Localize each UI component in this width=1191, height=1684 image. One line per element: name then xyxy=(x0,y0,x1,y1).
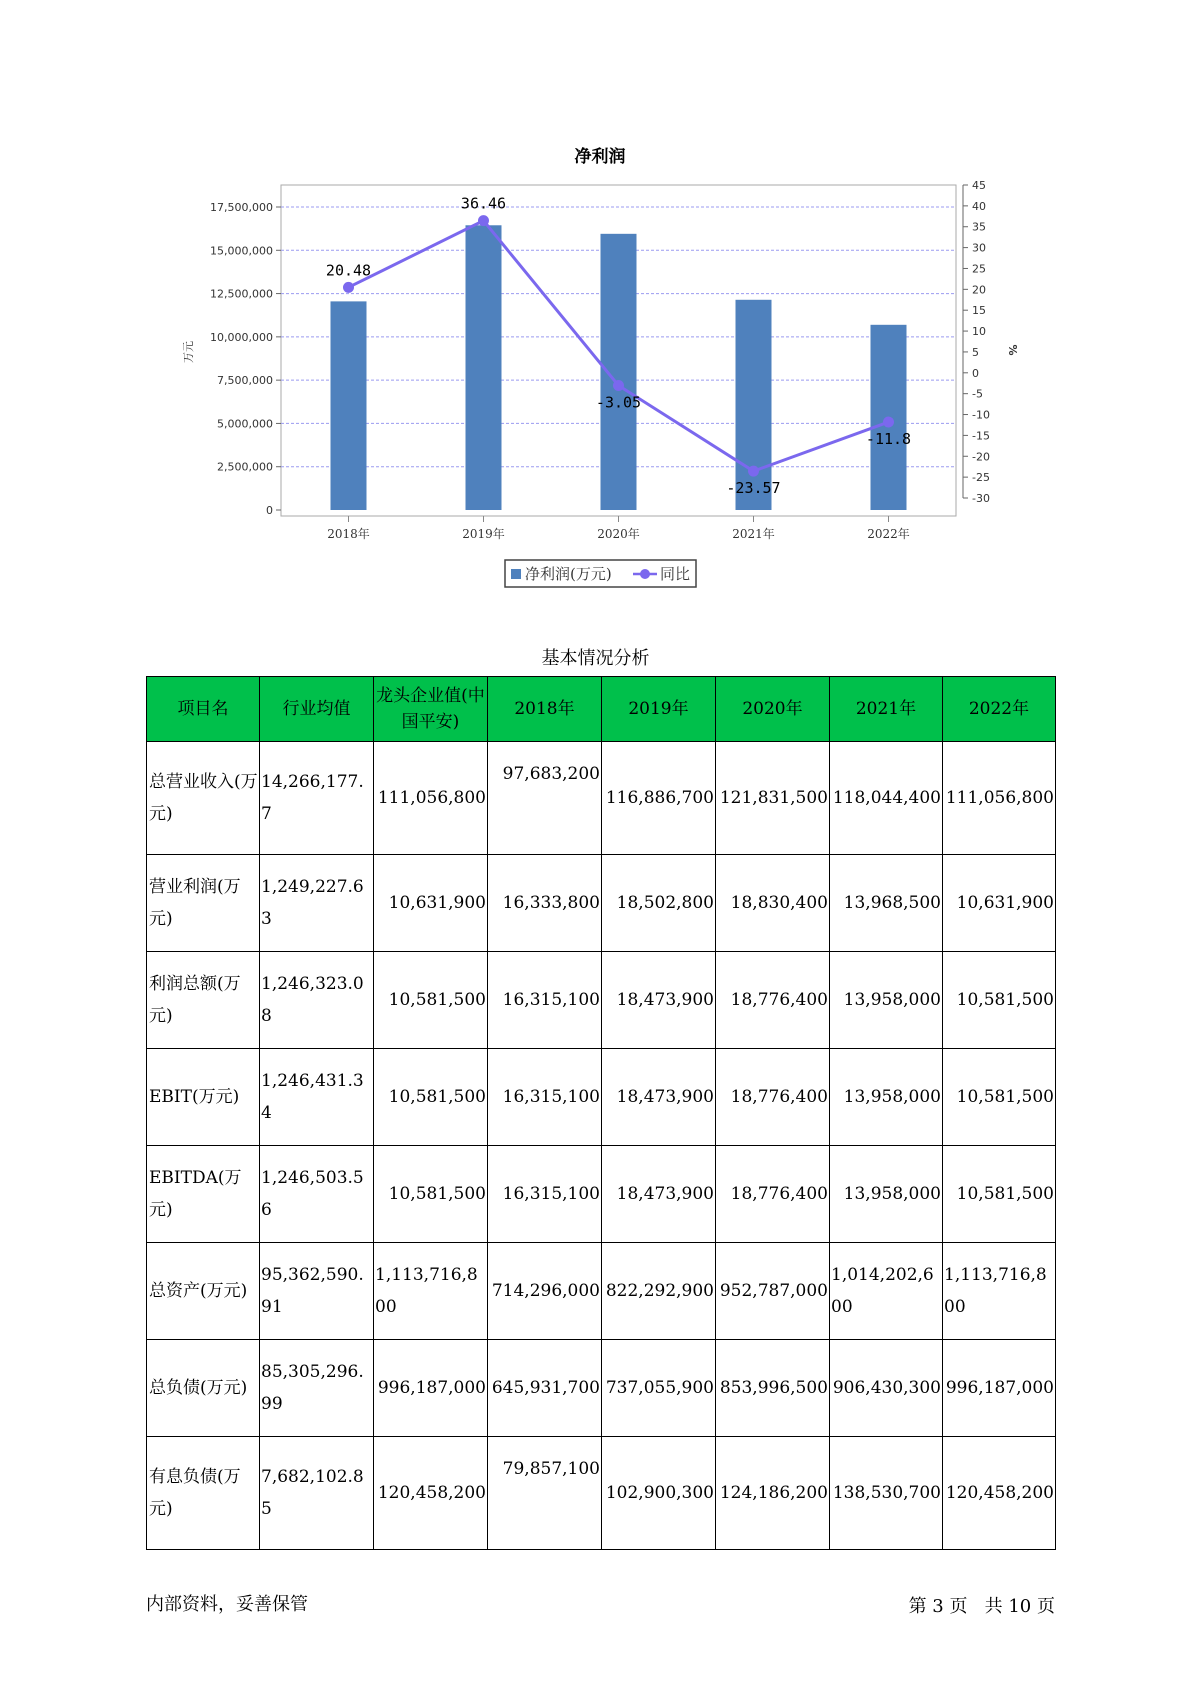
row-label: 有息负债(万元) xyxy=(147,1437,260,1550)
cell-industry-avg: 7,682,102.85 xyxy=(260,1437,374,1550)
bar xyxy=(331,301,367,510)
basic-analysis-table xyxy=(146,676,1056,1550)
cell-2022: 10,631,900 xyxy=(943,855,1056,952)
cell-2019: 18,502,800 xyxy=(602,855,716,952)
cell-industry-avg: 1,246,323.08 xyxy=(260,952,374,1049)
cell-leader-value: 10,581,500 xyxy=(374,952,488,1049)
left-axis-tick-label: 12,500,000 xyxy=(210,287,273,301)
chart-legend xyxy=(505,560,696,587)
cell-2019: 102,900,300 xyxy=(602,1437,716,1550)
cell-2022: 996,187,000 xyxy=(943,1340,1056,1437)
cell-2022: 10,581,500 xyxy=(943,952,1056,1049)
table-row xyxy=(147,1340,1056,1437)
footer-page-number: 第 3 页 共 10 页 xyxy=(908,1596,1055,1617)
cell-2018: 16,315,100 xyxy=(488,1049,602,1146)
right-axis-tick-label: 5 xyxy=(972,345,979,359)
yoy-data-label: 20.48 xyxy=(325,261,372,280)
right-axis-tick-label: 25 xyxy=(972,262,986,276)
header-leader-value: 龙头企业值(中国平安) xyxy=(374,677,488,742)
table-row xyxy=(147,1146,1056,1243)
cell-industry-avg: 95,362,590.91 xyxy=(260,1243,374,1340)
cell-2022: 1,113,716,800 xyxy=(943,1243,1056,1340)
yoy-point xyxy=(748,466,759,477)
right-axis-tick-label: 15 xyxy=(972,304,986,318)
left-axis-tick-label: 5,000,000 xyxy=(217,417,273,431)
right-axis-tick-label: 30 xyxy=(972,241,986,255)
cell-2018: 16,333,800 xyxy=(488,855,602,952)
cell-2019: 116,886,700 xyxy=(602,742,716,855)
cell-industry-avg: 85,305,296.99 xyxy=(260,1340,374,1437)
row-label: 总资产(万元) xyxy=(147,1243,260,1340)
legend-line-marker xyxy=(640,569,650,579)
yoy-point xyxy=(883,417,894,428)
x-axis-tick-label: 2019年 xyxy=(462,527,505,541)
cell-2020: 952,787,000 xyxy=(716,1243,830,1340)
cell-2021: 1,014,202,600 xyxy=(830,1243,943,1340)
right-axis-tick-label: -10 xyxy=(972,408,990,422)
header-year-2022: 2022年 xyxy=(943,677,1056,742)
yoy-point xyxy=(343,282,354,293)
yoy-point xyxy=(478,215,489,226)
left-axis-tick-label: 17,500,000 xyxy=(210,201,273,214)
row-label: EBITDA(万元) xyxy=(147,1146,260,1243)
cell-2020: 18,776,400 xyxy=(716,1049,830,1146)
cell-2021: 906,430,300 xyxy=(830,1340,943,1437)
cell-2021: 13,958,000 xyxy=(830,1146,943,1243)
cell-2020: 18,776,400 xyxy=(716,1146,830,1243)
chart-title: 净利润 xyxy=(574,147,626,167)
x-axis-tick-label: 2018年 xyxy=(327,527,370,541)
cell-2020: 18,830,400 xyxy=(716,855,830,952)
yoy-point xyxy=(613,380,624,391)
cell-leader-value: 111,056,800 xyxy=(374,742,488,855)
cell-2019: 18,473,900 xyxy=(602,952,716,1049)
table-row xyxy=(147,1437,1056,1550)
right-axis-label: % xyxy=(1006,344,1019,356)
footer-confidential-note: 内部资料，妥善保管 xyxy=(146,1594,308,1615)
cell-2018: 97,683,200 xyxy=(488,742,602,855)
header-year-2018: 2018年 xyxy=(488,677,602,742)
cell-industry-avg: 1,246,503.56 xyxy=(260,1146,374,1243)
row-label: 总负债(万元) xyxy=(147,1340,260,1437)
cell-2021: 138,530,700 xyxy=(830,1437,943,1550)
cell-2021: 13,968,500 xyxy=(830,855,943,952)
right-axis-tick-label: 10 xyxy=(972,325,986,339)
cell-leader-value: 996,187,000 xyxy=(374,1340,488,1437)
left-axis-tick-label: 2,500,000 xyxy=(217,460,273,474)
right-axis-tick-label: -30 xyxy=(972,492,990,505)
right-axis-tick-label: 20 xyxy=(972,283,986,297)
cell-2019: 737,055,900 xyxy=(602,1340,716,1437)
header-item-name: 项目名 xyxy=(147,677,260,742)
cell-leader-value: 10,631,900 xyxy=(374,855,488,952)
cell-industry-avg: 14,266,177.7 xyxy=(260,742,374,855)
bar xyxy=(466,225,502,510)
table-row xyxy=(147,855,1056,952)
left-axis-tick-label: 7,500,000 xyxy=(217,374,273,388)
right-axis-tick-label: 45 xyxy=(972,179,986,192)
row-label: 总营业收入(万元) xyxy=(147,742,260,855)
row-label: EBIT(万元) xyxy=(147,1049,260,1146)
header-industry-avg: 行业均值 xyxy=(260,677,374,742)
cell-leader-value: 10,581,500 xyxy=(374,1049,488,1146)
right-axis-tick-label: -15 xyxy=(972,429,990,443)
header-year-2021: 2021年 xyxy=(830,677,943,742)
right-axis-tick-label: -25 xyxy=(972,471,990,485)
cell-2022: 120,458,200 xyxy=(943,1437,1056,1550)
table-caption: 基本情况分析 xyxy=(541,648,650,669)
right-axis-tick-label: -20 xyxy=(972,450,990,464)
cell-2021: 13,958,000 xyxy=(830,1049,943,1146)
header-year-2019: 2019年 xyxy=(602,677,716,742)
yoy-data-label: -23.57 xyxy=(726,479,781,498)
cell-2018: 16,315,100 xyxy=(488,952,602,1049)
cell-industry-avg: 1,246,431.34 xyxy=(260,1049,374,1146)
x-axis-tick-label: 2020年 xyxy=(597,527,640,541)
cell-2019: 822,292,900 xyxy=(602,1243,716,1340)
cell-2018: 79,857,100 xyxy=(488,1437,602,1550)
cell-2021: 13,958,000 xyxy=(830,952,943,1049)
right-axis-tick-label: 0 xyxy=(972,366,979,380)
cell-2018: 16,315,100 xyxy=(488,1146,602,1243)
table-header-row xyxy=(147,677,1056,742)
x-axis-tick-label: 2021年 xyxy=(732,527,775,541)
net-profit-chart xyxy=(0,0,1191,600)
cell-2020: 18,776,400 xyxy=(716,952,830,1049)
header-year-2020: 2020年 xyxy=(716,677,830,742)
row-label: 利润总额(万元) xyxy=(147,952,260,1049)
cell-2022: 111,056,800 xyxy=(943,742,1056,855)
left-axis-label: 万元 xyxy=(182,341,195,363)
cell-2019: 18,473,900 xyxy=(602,1049,716,1146)
row-label: 营业利润(万元) xyxy=(147,855,260,952)
cell-leader-value: 1,113,716,800 xyxy=(374,1243,488,1340)
cell-2022: 10,581,500 xyxy=(943,1146,1056,1243)
legend-bar-swatch xyxy=(511,569,521,579)
left-axis-tick-label: 15,000,000 xyxy=(210,244,273,258)
right-axis-tick-label: 35 xyxy=(972,220,986,234)
cell-industry-avg: 1,249,227.63 xyxy=(260,855,374,952)
table-row xyxy=(147,952,1056,1049)
cell-2020: 121,831,500 xyxy=(716,742,830,855)
cell-leader-value: 120,458,200 xyxy=(374,1437,488,1550)
cell-2021: 118,044,400 xyxy=(830,742,943,855)
cell-2019: 18,473,900 xyxy=(602,1146,716,1243)
cell-2022: 10,581,500 xyxy=(943,1049,1056,1146)
right-axis-tick-label: 40 xyxy=(972,199,986,213)
cell-leader-value: 10,581,500 xyxy=(374,1146,488,1243)
left-axis-tick-label: 0 xyxy=(266,504,273,517)
table-row xyxy=(147,1243,1056,1340)
cell-2018: 645,931,700 xyxy=(488,1340,602,1437)
yoy-data-label: 36.46 xyxy=(460,194,507,213)
cell-2018: 714,296,000 xyxy=(488,1243,602,1340)
yoy-data-label: -3.05 xyxy=(595,393,642,412)
legend-line-label: 同比 xyxy=(660,565,691,583)
table-row xyxy=(147,742,1056,855)
left-axis-tick-label: 10,000,000 xyxy=(210,330,273,344)
yoy-data-label: -11.8 xyxy=(865,430,912,449)
cell-2020: 124,186,200 xyxy=(716,1437,830,1550)
cell-2020: 853,996,500 xyxy=(716,1340,830,1437)
right-axis-tick-label: -5 xyxy=(972,387,983,401)
table-row xyxy=(147,1049,1056,1146)
legend-bar-label: 净利润(万元) xyxy=(525,565,612,583)
x-axis-tick-label: 2022年 xyxy=(867,527,910,541)
